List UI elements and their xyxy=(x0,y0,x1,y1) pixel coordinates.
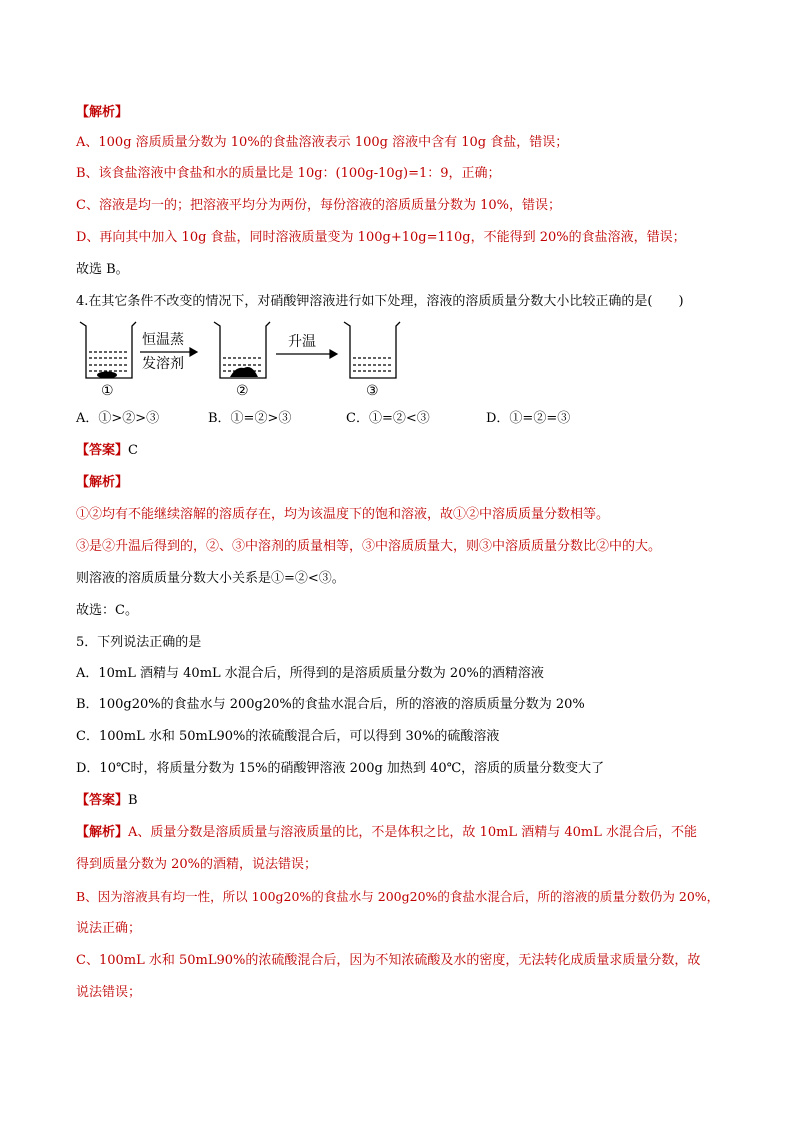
analysis-line: A、100g 溶质质量分数为 10%的食盐溶液表示 100g 溶液中含有 10g 食盐，错误； xyxy=(76,135,569,150)
option-b: B．100g20%的食盐水与 200g20%的食盐水混合后，所的溶液的溶质质量分数为 20% xyxy=(76,697,585,712)
beaker-3 xyxy=(344,322,400,378)
analysis-line: D、再向其中加入 10g 食盐，同时溶液质量变为 100g+10g=110g，不能得到 20%的食盐溶液，错误； xyxy=(76,230,686,245)
analysis-line: C、溶液是均一的；把溶液平均分为两份，每份溶液的溶质质量分数为 10%，错误； xyxy=(76,198,561,213)
question-stem: 4.在其它条件不改变的情况下，对硝酸钾溶液进行如下处理，溶液的溶质质量分数大小比较正确的是( ) xyxy=(76,294,684,309)
step-label-evaporate-1: 恒温蒸 xyxy=(142,332,184,348)
analysis-line: B、该食盐溶液中食盐和水的质量比是 10g：(100g-10g)=1：9，正确； xyxy=(76,166,501,181)
relation-line: 则溶液的溶质质量分数大小关系是①=②<③。 xyxy=(76,571,345,586)
option-a: A．①>②>③ xyxy=(76,411,160,426)
solid-solute-1 xyxy=(97,372,117,379)
answer-line: 【答案】C xyxy=(76,443,138,458)
analysis-line: ③是②升温后得到的，②、③中溶剂的质量相等，③中溶质质量大，则③中溶质质量分数比②中的大。 xyxy=(76,539,662,554)
option-c: C．①=②<③ xyxy=(346,411,430,426)
analysis-line: 得到质量分数为 20%的酒精，说法错误； xyxy=(76,857,318,872)
option-d: D．10℃时，将质量分数为 15%的硝酸钾溶液 200g 加热到 40℃，溶质的质量分数变大了 xyxy=(76,761,605,776)
beaker-1 xyxy=(80,322,136,378)
step-label-evaporate-2: 发溶剂 xyxy=(142,356,184,372)
answer-line: 【答案】B xyxy=(76,793,138,808)
analysis-line: 说法错误； xyxy=(76,985,142,1000)
analysis-line: 说法正确； xyxy=(76,921,142,936)
option-b: B．①=②>③ xyxy=(208,411,292,426)
option-d: D．①=②=③ xyxy=(486,411,571,426)
option-a: A．10mL 酒精与 40mL 水混合后，所得到的是溶质质量分数为 20%的酒精溶液 xyxy=(76,666,544,681)
solid-solute-2 xyxy=(230,367,258,377)
conclusion: 故选：C。 xyxy=(76,603,138,618)
analysis-tag: 【解析】 xyxy=(76,105,129,120)
beaker-label-2: ② xyxy=(236,383,249,399)
analysis-line: ①②均有不能继续溶解的溶质存在，均为该温度下的饱和溶液，故①②中溶质质量分数相等。 xyxy=(76,507,610,522)
analysis-line: B、因为溶液具有均一性，所以 100g20%的食盐水与 200g20%的食盐水混合后，所的溶液的质量分数仍为 20%， xyxy=(76,889,720,904)
step-label-heat: 升温 xyxy=(288,334,316,350)
beaker-diagram xyxy=(76,318,416,400)
question-stem: 5．下列说法正确的是 xyxy=(76,635,202,650)
analysis-line: 【解析】A、质量分数是溶质质量与溶液质量的比，不是体积之比，故 10mL 酒精与 40mL 水混合后，不能 xyxy=(76,825,697,840)
answer-value: B xyxy=(128,793,138,808)
option-c: C．100mL 水和 50mL90%的浓硫酸混合后，可以得到 30%的硫酸溶液 xyxy=(76,729,500,744)
arrow-1 xyxy=(140,348,197,356)
conclusion: 故选 B。 xyxy=(76,262,129,277)
beaker-label-1: ① xyxy=(101,383,114,399)
analysis-line: C、100mL 水和 50mL90%的浓硫酸混合后，因为不知浓硫酸及水的密度，无法转化成质量求质量分数，故 xyxy=(76,953,701,968)
beaker-label-3: ③ xyxy=(366,383,379,399)
analysis-tag: 【解析】 xyxy=(76,475,129,490)
arrow-2 xyxy=(276,350,337,358)
answer-value: C xyxy=(128,443,138,458)
